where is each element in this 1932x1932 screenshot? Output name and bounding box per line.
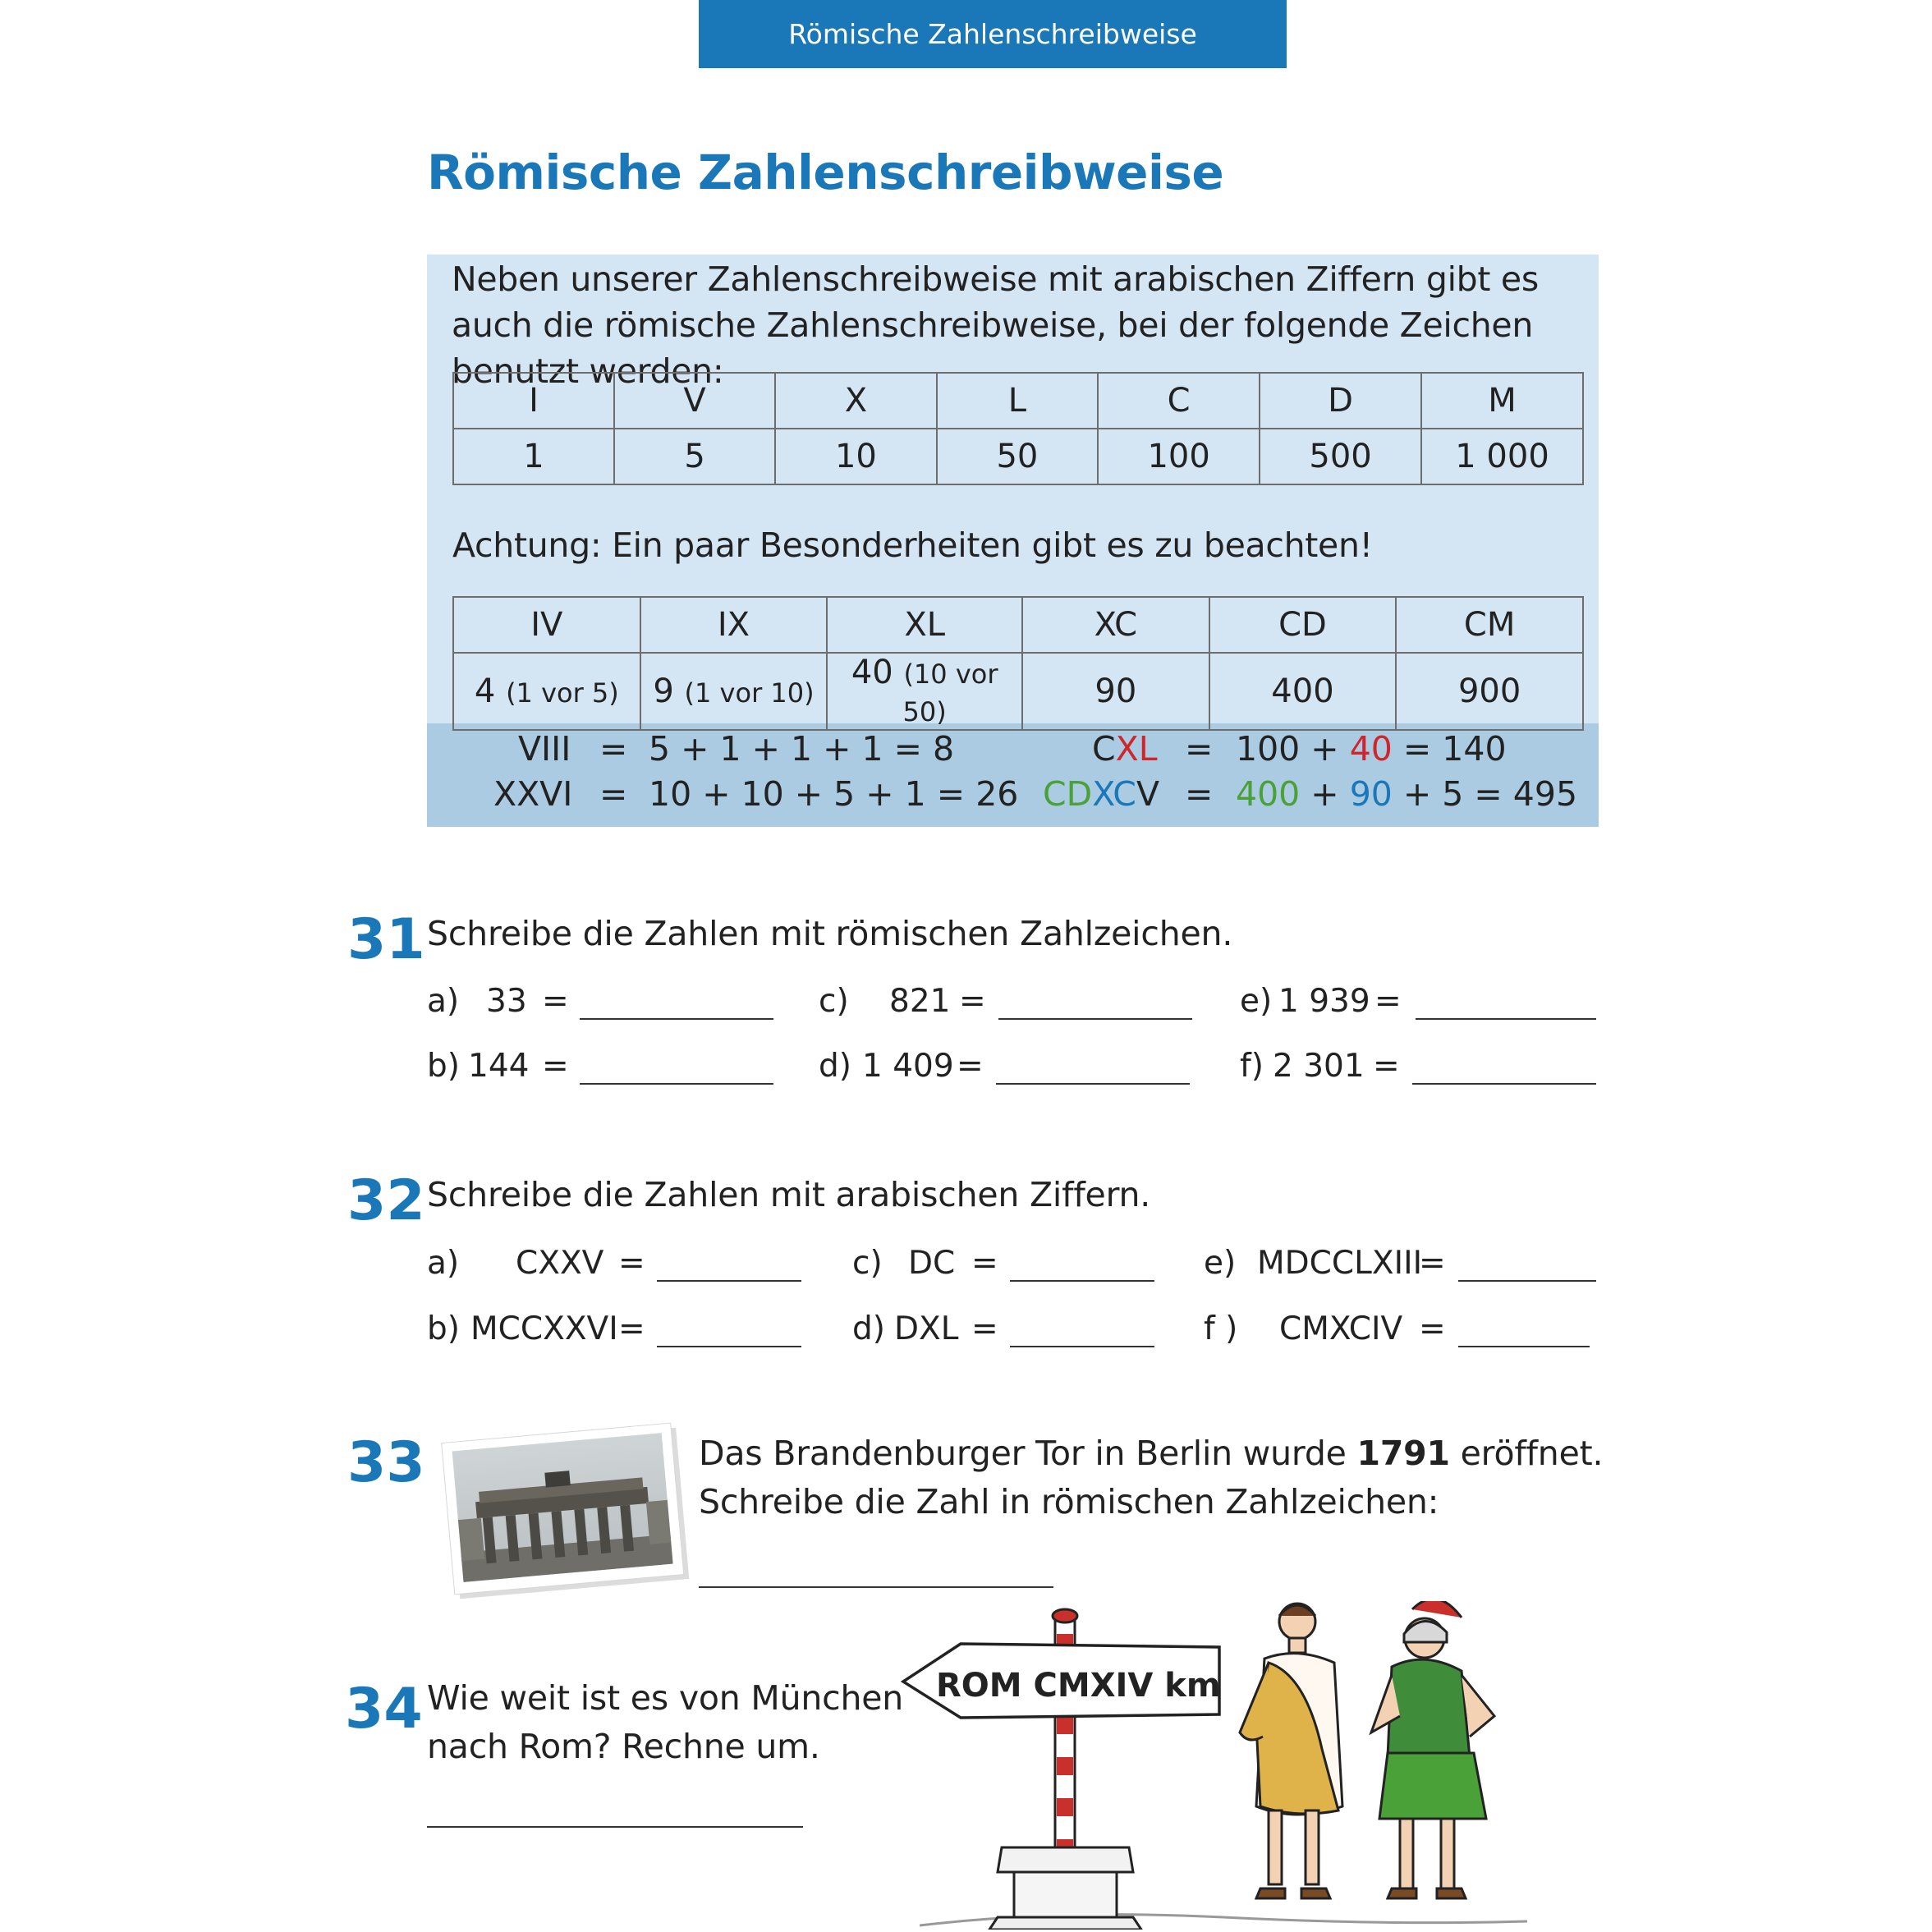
task-31-f-eq: = (1373, 1048, 1400, 1085)
task-32-f-label: f ) (1204, 1310, 1238, 1347)
table-cell: L (937, 373, 1099, 429)
achtung-text: Achtung: Ein paar Besonderheiten gibt es zu beachten! (452, 525, 1373, 565)
table-cell (453, 653, 640, 730)
task-number-34: 34 (345, 1677, 423, 1742)
task-number-32: 32 (347, 1168, 425, 1233)
table-cell: X (775, 373, 937, 429)
task-31-b-eq: = (542, 1048, 569, 1085)
answer-line-32c[interactable] (1010, 1280, 1154, 1282)
example-xxvi-eq: = (599, 774, 628, 814)
task-31-c-value: 821 (889, 983, 951, 1020)
answer-line-31c[interactable] (998, 1018, 1192, 1020)
cell-note: (10 vor 50) (902, 659, 998, 727)
table-cell: 1 (453, 429, 614, 484)
special-roman-row (453, 597, 1583, 653)
table-cell: IV (453, 597, 640, 653)
roman-part: V (1136, 774, 1159, 814)
symbols-arabic-row (453, 429, 1583, 484)
table-cell: M (1421, 373, 1583, 429)
table-cell: 50 (937, 429, 1099, 484)
calc-part: + (1300, 774, 1350, 814)
table-cell: 100 (1098, 429, 1260, 484)
task-32-d-eq: = (971, 1310, 998, 1347)
task-31-f-value: 2 301 (1273, 1048, 1365, 1085)
task-32-a-value: CXXV (516, 1245, 604, 1282)
answer-line-32d[interactable] (1010, 1346, 1154, 1347)
header-tab-label: Römische Zahlenschreibweise (788, 18, 1197, 50)
table-cell: V (614, 373, 775, 429)
cell-value: 4 (474, 672, 496, 710)
answer-line-31b[interactable] (580, 1083, 773, 1085)
symbols-table (452, 372, 1584, 485)
table-cell: CD (1209, 597, 1397, 653)
task-31-f-label: f) (1240, 1048, 1264, 1085)
calc-part: 100 + (1236, 729, 1350, 769)
page-title: Römische Zahlenschreibweise (427, 145, 1224, 200)
task-31-d-value: 1 409 (862, 1048, 954, 1085)
calc-part: = 140 (1392, 729, 1507, 769)
task-32-e-value: MDCCLXIII (1257, 1245, 1423, 1282)
table-cell: 10 (775, 429, 937, 484)
table-cell: 400 (1209, 653, 1397, 730)
example-viii-calc: 5 + 1 + 1 + 1 = 8 (649, 729, 955, 769)
answer-line-31f[interactable] (1412, 1083, 1596, 1085)
task-32-text: Schreibe die Zahlen mit arabischen Ziffern. (427, 1175, 1151, 1214)
task-34-text-line2: nach Rom? Rechne um. (427, 1727, 820, 1766)
special-table (452, 596, 1584, 731)
answer-line-31a[interactable] (580, 1018, 773, 1020)
task-32-d-value: DXL (894, 1310, 959, 1347)
example-xxvi-calc: 10 + 10 + 5 + 1 = 26 (649, 774, 1019, 814)
answer-line-32b[interactable] (657, 1346, 801, 1347)
task-31-b-label: b) (427, 1048, 460, 1085)
task-32-b-value: MCCXXVI (470, 1310, 618, 1347)
table-cell: CM (1396, 597, 1583, 653)
cell-note: (1 vor 10) (684, 677, 815, 709)
table-cell (640, 653, 828, 730)
task-31-a-label: a) (427, 983, 460, 1020)
task-32-b-eq: = (618, 1310, 645, 1347)
table-cell: I (453, 373, 614, 429)
task-32-d-label: d) (852, 1310, 885, 1347)
calc-part: 40 (1349, 729, 1393, 769)
table-cell: 90 (1022, 653, 1209, 730)
table-cell: 5 (614, 429, 775, 484)
roman-part: CD (1043, 774, 1093, 814)
example-viii-roman: VIII (518, 729, 571, 769)
task-31-e-value: 1 939 (1278, 983, 1370, 1020)
task-34-text-line1: Wie weit ist es von München (427, 1678, 904, 1718)
task-33-text-line1 (699, 1434, 1603, 1473)
signpost-text: ROM CMXIV km (936, 1667, 1221, 1705)
answer-line-32a[interactable] (657, 1280, 801, 1282)
romans-signpost-illustration (895, 1601, 1535, 1930)
task-31-e-eq: = (1374, 983, 1402, 1020)
task-32-f-value: CMXCIV (1279, 1310, 1403, 1347)
intro-text: Neben unserer Zahlenschreibweise mit arabischen Ziffern gibt es auch die römische Zahlenschreibweise, bei der folgende Zeichen benutzt werden: (452, 259, 1539, 391)
example-xxvi-roman: XXVI (493, 774, 573, 814)
answer-line-33[interactable] (699, 1586, 1053, 1588)
task-number-33: 33 (347, 1430, 425, 1495)
task-31-c-label: c) (819, 983, 849, 1020)
table-cell: 900 (1396, 653, 1583, 730)
example-cxl-roman (1092, 729, 1158, 769)
example-cdxcv-eq: = (1185, 774, 1214, 814)
calc-part: 400 (1236, 774, 1301, 814)
task-31-a-eq: = (542, 983, 569, 1020)
answer-line-32e[interactable] (1458, 1280, 1596, 1282)
table-cell: C (1098, 373, 1260, 429)
roman-part: C (1092, 729, 1116, 769)
answer-line-34[interactable] (427, 1826, 803, 1828)
example-cxl-calc (1236, 729, 1507, 769)
roman-part: XC (1092, 774, 1136, 814)
task-31-b-value: 144 (468, 1048, 530, 1085)
cell-note: (1 vor 5) (506, 677, 619, 709)
special-values-row (453, 653, 1583, 730)
table-cell: 500 (1260, 429, 1421, 484)
calc-part: + 5 = 495 (1392, 774, 1578, 814)
task-32-e-label: e) (1204, 1245, 1237, 1282)
table-cell (827, 653, 1022, 730)
text-part: Das Brandenburger Tor in Berlin wurde (699, 1434, 1357, 1473)
task-31-a-value: 33 (486, 983, 527, 1020)
task-32-c-label: c) (852, 1245, 883, 1282)
calc-part: 90 (1349, 774, 1393, 814)
task-31-e-label: e) (1240, 983, 1273, 1020)
answer-line-31e[interactable] (1416, 1018, 1596, 1020)
task-33-text-line2: Schreibe die Zahl in römischen Zahlzeichen: (699, 1482, 1439, 1521)
header-tab (699, 0, 1287, 68)
cell-value: 9 (653, 672, 674, 710)
task-31-d-eq: = (957, 1048, 984, 1085)
task-32-a-label: a) (427, 1245, 460, 1282)
highlight-year: 1791 (1356, 1434, 1450, 1473)
brandenburg-gate-photo (431, 1412, 694, 1601)
task-32-f-eq: = (1419, 1310, 1446, 1347)
table-cell: IX (640, 597, 828, 653)
roman-part: XL (1115, 729, 1158, 769)
symbols-roman-row (453, 373, 1583, 429)
task-31-text: Schreibe die Zahlen mit römischen Zahlzeichen. (427, 914, 1233, 953)
task-32-c-eq: = (971, 1245, 998, 1282)
task-31-c-eq: = (959, 983, 986, 1020)
text-part: eröffnet. (1449, 1434, 1604, 1473)
answer-line-32f[interactable] (1458, 1346, 1590, 1347)
task-31-d-label: d) (819, 1048, 851, 1085)
table-cell: D (1260, 373, 1421, 429)
example-cdxcv-calc (1236, 774, 1577, 814)
task-32-e-eq: = (1419, 1245, 1446, 1282)
table-cell: XC (1022, 597, 1209, 653)
answer-line-31d[interactable] (996, 1083, 1190, 1085)
task-32-b-label: b) (427, 1310, 460, 1347)
task-number-31: 31 (347, 907, 425, 972)
table-cell: 1 000 (1421, 429, 1583, 484)
table-cell: XL (827, 597, 1022, 653)
example-viii-eq: = (599, 729, 628, 769)
task-32-c-value: DC (908, 1245, 956, 1282)
task-32-a-eq: = (618, 1245, 645, 1282)
example-cdxcv-roman (1043, 774, 1159, 814)
example-cxl-eq: = (1185, 729, 1214, 769)
cell-value: 40 (851, 654, 893, 691)
